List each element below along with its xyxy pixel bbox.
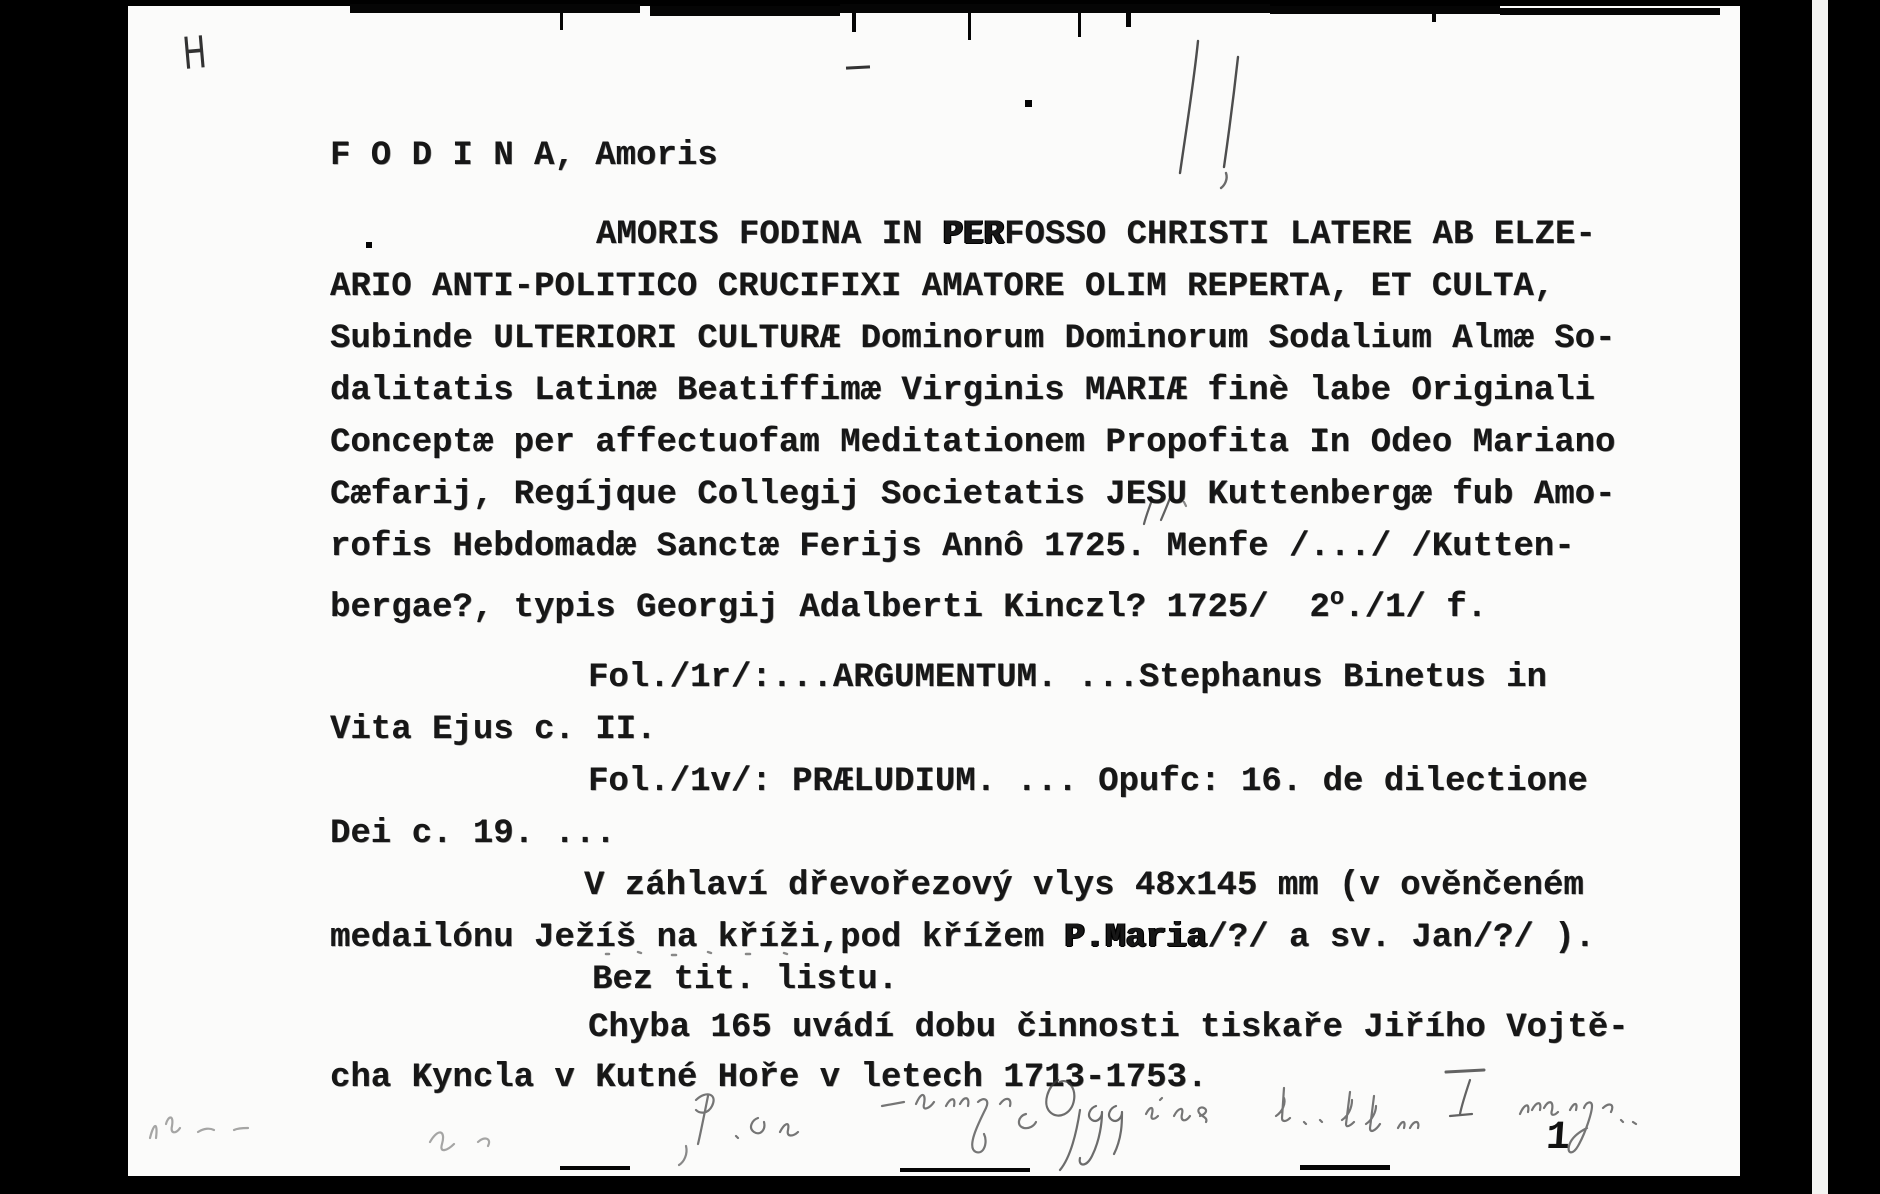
note-line-4: Chyba 165 uvádí dobu činnosti tiskaře Jiřího Vojtě- xyxy=(588,1009,1629,1047)
note-line-3: Bez tit. listu. xyxy=(592,961,899,999)
scan-noise-speck xyxy=(366,242,372,248)
title-line-1-pre: AMORIS FODINA IN xyxy=(596,216,943,254)
scan-noise-speck xyxy=(852,12,856,32)
collation-line-2: Vita Ejus c. II. xyxy=(330,711,657,749)
scan-noise-speck xyxy=(350,4,640,13)
entry-heading: F O D I N A, Amoris xyxy=(330,137,718,175)
scan-noise-speck xyxy=(840,4,1270,13)
scan-noise-speck xyxy=(1078,13,1081,37)
scan-noise-speck xyxy=(1025,100,1032,107)
title-line-5: Conceptæ per affectuofam Meditationem Propofita In Odeo Mariano xyxy=(330,424,1616,462)
note-line-1: V záhlaví dřevořezový vlys 48x145 mm (v ověnčeném xyxy=(584,867,1584,905)
scan-noise-speck xyxy=(1126,12,1131,27)
title-line-1-post: FOSSO CHRISTI LATERE AB ELZE- xyxy=(1004,216,1596,254)
collation-line-1: Fol./1r/:...ARGUMENTUM. ...Stephanus Binetus in xyxy=(588,659,1547,697)
title-line-8-pre: bergae?, typis Georgij Adalberti Kinczl? 1725/ 2 xyxy=(330,589,1330,627)
note-line-2-post: /?/ a sv. Jan/?/ ). xyxy=(1207,919,1596,957)
handwritten-annotation xyxy=(130,1050,1690,1194)
scan-noise-speck xyxy=(1270,6,1500,14)
superscript-o: o xyxy=(1329,585,1345,612)
title-line-3: Subinde ULTERIORI CULTURÆ Dominorum Dominorum Sodalium Almæ So- xyxy=(330,320,1616,358)
title-line-7: rofis Hebdomadæ Sanctæ Ferijs Annô 1725. Menfe /.../ /Kutten- xyxy=(330,528,1575,566)
collation-line-4: Dei c. 19. ... xyxy=(330,815,616,853)
title-line-1 xyxy=(596,215,1596,255)
title-line-2: ARIO ANTI-POLITICO CRUCIFIXI AMATORE OLIM REPERTA, ET CULTA, xyxy=(330,268,1555,306)
scan-noise-speck xyxy=(968,12,971,40)
overtyped-text: PER xyxy=(942,216,1005,254)
scan-noise-speck xyxy=(1432,10,1436,22)
page-number: 1 xyxy=(1544,1116,1572,1161)
title-line-8 xyxy=(330,579,1487,628)
title-line-6: Cæfarij, Regíjque Collegij Societatis JESU Kuttenbergæ fub Amo- xyxy=(330,476,1616,514)
scan-noise-speck xyxy=(650,6,840,16)
scan-noise-speck xyxy=(560,12,563,30)
handwritten-corner-mark: H xyxy=(180,27,209,80)
note-line-5: cha Kyncla v Kutné Hoře v letech 1713-1753. xyxy=(330,1059,1208,1097)
note-line-2 xyxy=(330,918,1595,958)
note-line-2-pre: medailónu Ježíš na kříži,pod křížem xyxy=(330,919,1065,957)
title-line-8-post: ./1/ f. xyxy=(1344,589,1487,627)
overtyped-text: P.Maria xyxy=(1064,919,1208,957)
scan-noise-speck xyxy=(1500,8,1720,15)
collation-line-3: Fol./1v/: PRÆLUDIUM. ... Opufc: 16. de dilectione xyxy=(588,763,1588,801)
title-line-4: dalitatis Latinæ Beatiffimæ Virginis MARIÆ finè labe Originali xyxy=(330,372,1596,410)
scan-edge-sliver xyxy=(1812,0,1828,1194)
pencil-slash-marks xyxy=(1160,35,1270,195)
